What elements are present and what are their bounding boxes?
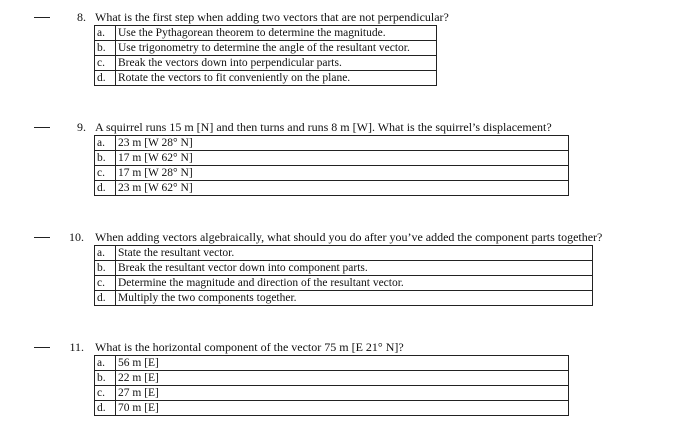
choice-row[interactable] [95, 151, 569, 166]
choice-row[interactable] [95, 41, 437, 56]
choice-letter: c. [95, 56, 116, 71]
choice-letter: d. [95, 291, 116, 306]
choice-letter: a. [95, 246, 116, 261]
answer-blank[interactable] [34, 347, 50, 348]
choice-letter: a. [95, 26, 116, 41]
answer-blank[interactable] [34, 127, 50, 128]
choice-text: 17 m [W 62° N] [116, 151, 569, 166]
choice-letter: b. [95, 151, 116, 166]
choice-row[interactable] [95, 71, 437, 86]
choice-letter: c. [95, 386, 116, 401]
question-number: 8. [77, 10, 86, 24]
choice-text: 22 m [E] [116, 371, 569, 386]
choice-text: Use trigonometry to determine the angle of the resultant vector. [116, 41, 437, 56]
choice-row[interactable] [95, 136, 569, 151]
choice-text: 23 m [W 62° N] [116, 181, 569, 196]
choice-text: Determine the magnitude and direction of the resultant vector. [116, 276, 593, 291]
choice-letter: b. [95, 41, 116, 56]
choice-row[interactable] [95, 291, 593, 306]
choice-text: 27 m [E] [116, 386, 569, 401]
question-text: A squirrel runs 15 m [N] and then turns and runs 8 m [W]. What is the squirrel’s displacement? [95, 120, 552, 134]
question-text: What is the first step when adding two vectors that are not perpendicular? [95, 10, 449, 24]
question-number: 11. [69, 340, 84, 354]
choice-letter: d. [95, 401, 116, 416]
choice-row[interactable] [95, 26, 437, 41]
choice-letter: a. [95, 356, 116, 371]
choices-table [94, 25, 437, 86]
answer-blank[interactable] [34, 237, 50, 238]
choice-text: Break the resultant vector down into component parts. [116, 261, 593, 276]
question-number: 9. [77, 120, 86, 134]
choices-table [94, 135, 569, 196]
choice-letter: d. [95, 181, 116, 196]
choice-row[interactable] [95, 181, 569, 196]
choice-text: 17 m [W 28° N] [116, 166, 569, 181]
choice-row[interactable] [95, 166, 569, 181]
choice-text: Multiply the two components together. [116, 291, 593, 306]
choice-text: 56 m [E] [116, 356, 569, 371]
choice-letter: b. [95, 261, 116, 276]
answer-blank[interactable] [34, 17, 50, 18]
choice-text: Break the vectors down into perpendicular parts. [116, 56, 437, 71]
choice-row[interactable] [95, 356, 569, 371]
question-text: When adding vectors algebraically, what should you do after you’ve added the component parts together? [95, 230, 603, 244]
choice-text: Rotate the vectors to fit conveniently on the plane. [116, 71, 437, 86]
choice-letter: c. [95, 276, 116, 291]
choice-row[interactable] [95, 261, 593, 276]
choice-letter: a. [95, 136, 116, 151]
choice-row[interactable] [95, 246, 593, 261]
choice-text: Use the Pythagorean theorem to determine the magnitude. [116, 26, 437, 41]
choice-text: 70 m [E] [116, 401, 569, 416]
choice-letter: d. [95, 71, 116, 86]
choice-row[interactable] [95, 56, 437, 71]
choice-letter: c. [95, 166, 116, 181]
choices-table [94, 245, 593, 306]
choice-row[interactable] [95, 371, 569, 386]
choice-text: State the resultant vector. [116, 246, 593, 261]
choice-letter: b. [95, 371, 116, 386]
choice-row[interactable] [95, 401, 569, 416]
choice-text: 23 m [W 28° N] [116, 136, 569, 151]
choice-row[interactable] [95, 276, 593, 291]
question-number: 10. [69, 230, 84, 244]
choices-table [94, 355, 569, 416]
choice-row[interactable] [95, 386, 569, 401]
question-text: What is the horizontal component of the vector 75 m [E 21° N]? [95, 340, 404, 354]
